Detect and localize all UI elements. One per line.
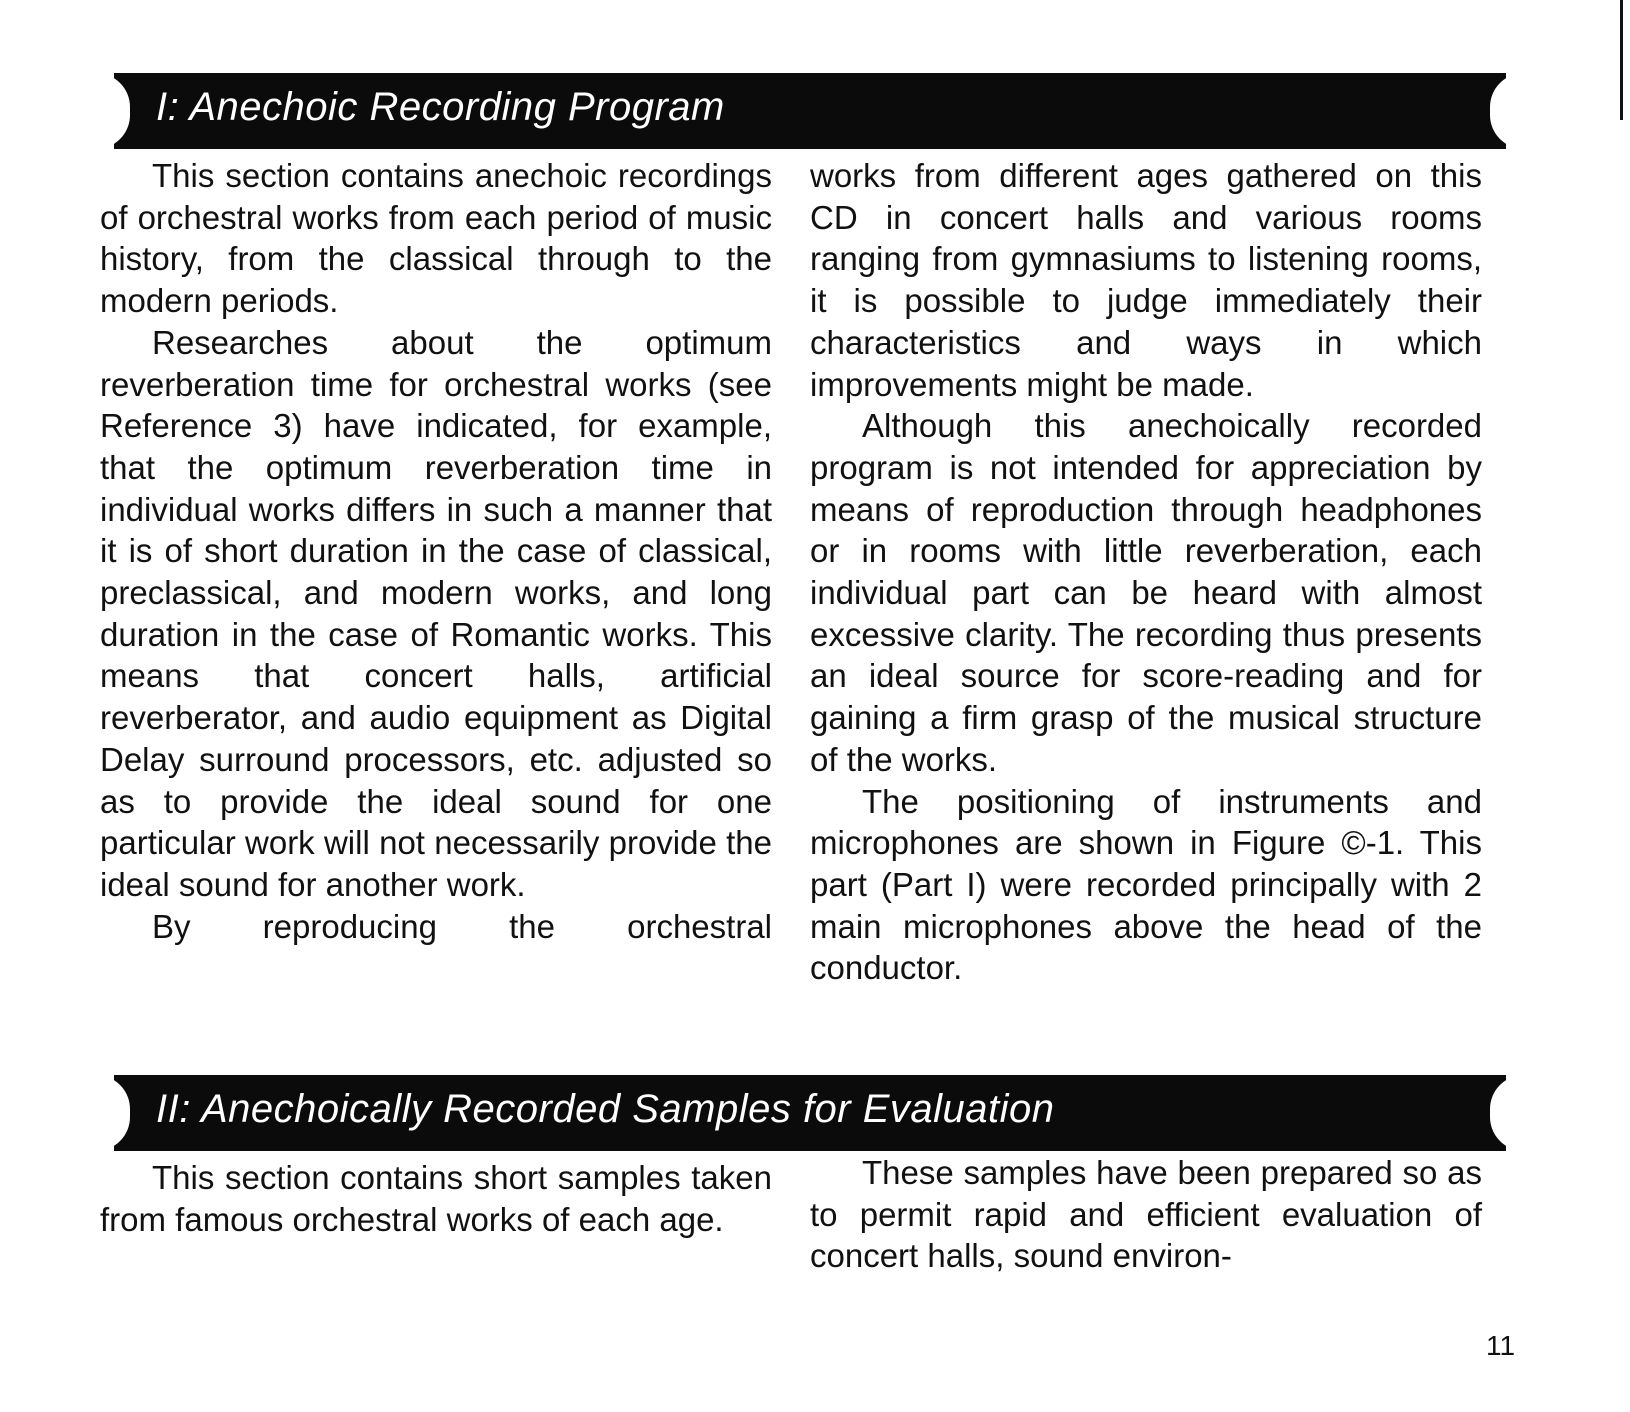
- paragraph: This section contains short samples taken from famous orchestral works of each age.: [100, 1159, 772, 1238]
- paragraph: This section contains anechoic recordings of orchestral works from each period of music history, from the classical through to the modern periods.: [100, 157, 772, 320]
- page-number: 11: [1486, 1330, 1516, 1361]
- banner-right-cap: [1490, 73, 1524, 149]
- section-1-right-column: [810, 155, 1482, 989]
- section-2-banner: [96, 1075, 1524, 1151]
- section-1-banner: [96, 73, 1524, 149]
- banner-right-cap: [1490, 1075, 1524, 1151]
- paragraph: These samples have been prepared so as to permit rapid and efficient evaluation of concert halls, sound environ-: [810, 1154, 1482, 1275]
- section-2-left-column: [100, 1157, 772, 1240]
- section-1-title: I: Anechoic Recording Program: [156, 85, 725, 129]
- banner-left-cap: [96, 73, 130, 149]
- section-2-right-column: [810, 1152, 1482, 1277]
- page-edge-line: [1620, 0, 1623, 120]
- section-2-title: II: Anechoically Recorded Samples for Evaluation: [156, 1087, 1055, 1131]
- paragraph: The positioning of instruments and microphones are shown in Figure ©-1. This part (Part I) were recorded principally with 2 main microphones above the head of the conductor.: [810, 782, 1482, 987]
- section-1-left-column: [100, 155, 772, 947]
- paragraph: works from different ages gathered on this CD in concert halls and various rooms ranging from gymnasiums to listening rooms, it is possible to judge immediately their characteristics and ways in which improvements might be made.: [810, 157, 1482, 403]
- paragraph: Researches about the optimum reverberation time for orchestral works (see Reference 3) have indicated, for example, that the optimum reverberation time in individual works differs in such a manner that it is of short duration in the case of classical, preclassical, and modern works, and long duration in the case of Romantic works. This means that concert halls, artificial reverberator, and audio equipment as Digital Delay surround processors, etc. adjusted so as to provide the ideal sound for one particular work will not necessarily provide the ideal sound for another work.: [100, 323, 772, 903]
- paragraph: By reproducing the orchestral: [152, 907, 772, 945]
- banner-left-cap: [96, 1075, 130, 1151]
- paragraph: Although this anechoically recorded program is not intended for appreciation by means of reproduction through headphones or in rooms with little reverberation, each individual part can be heard with almost excessive clarity. The recording thus presents an ideal source for score-reading and for gaining a firm grasp of the musical structure of the works.: [810, 407, 1482, 778]
